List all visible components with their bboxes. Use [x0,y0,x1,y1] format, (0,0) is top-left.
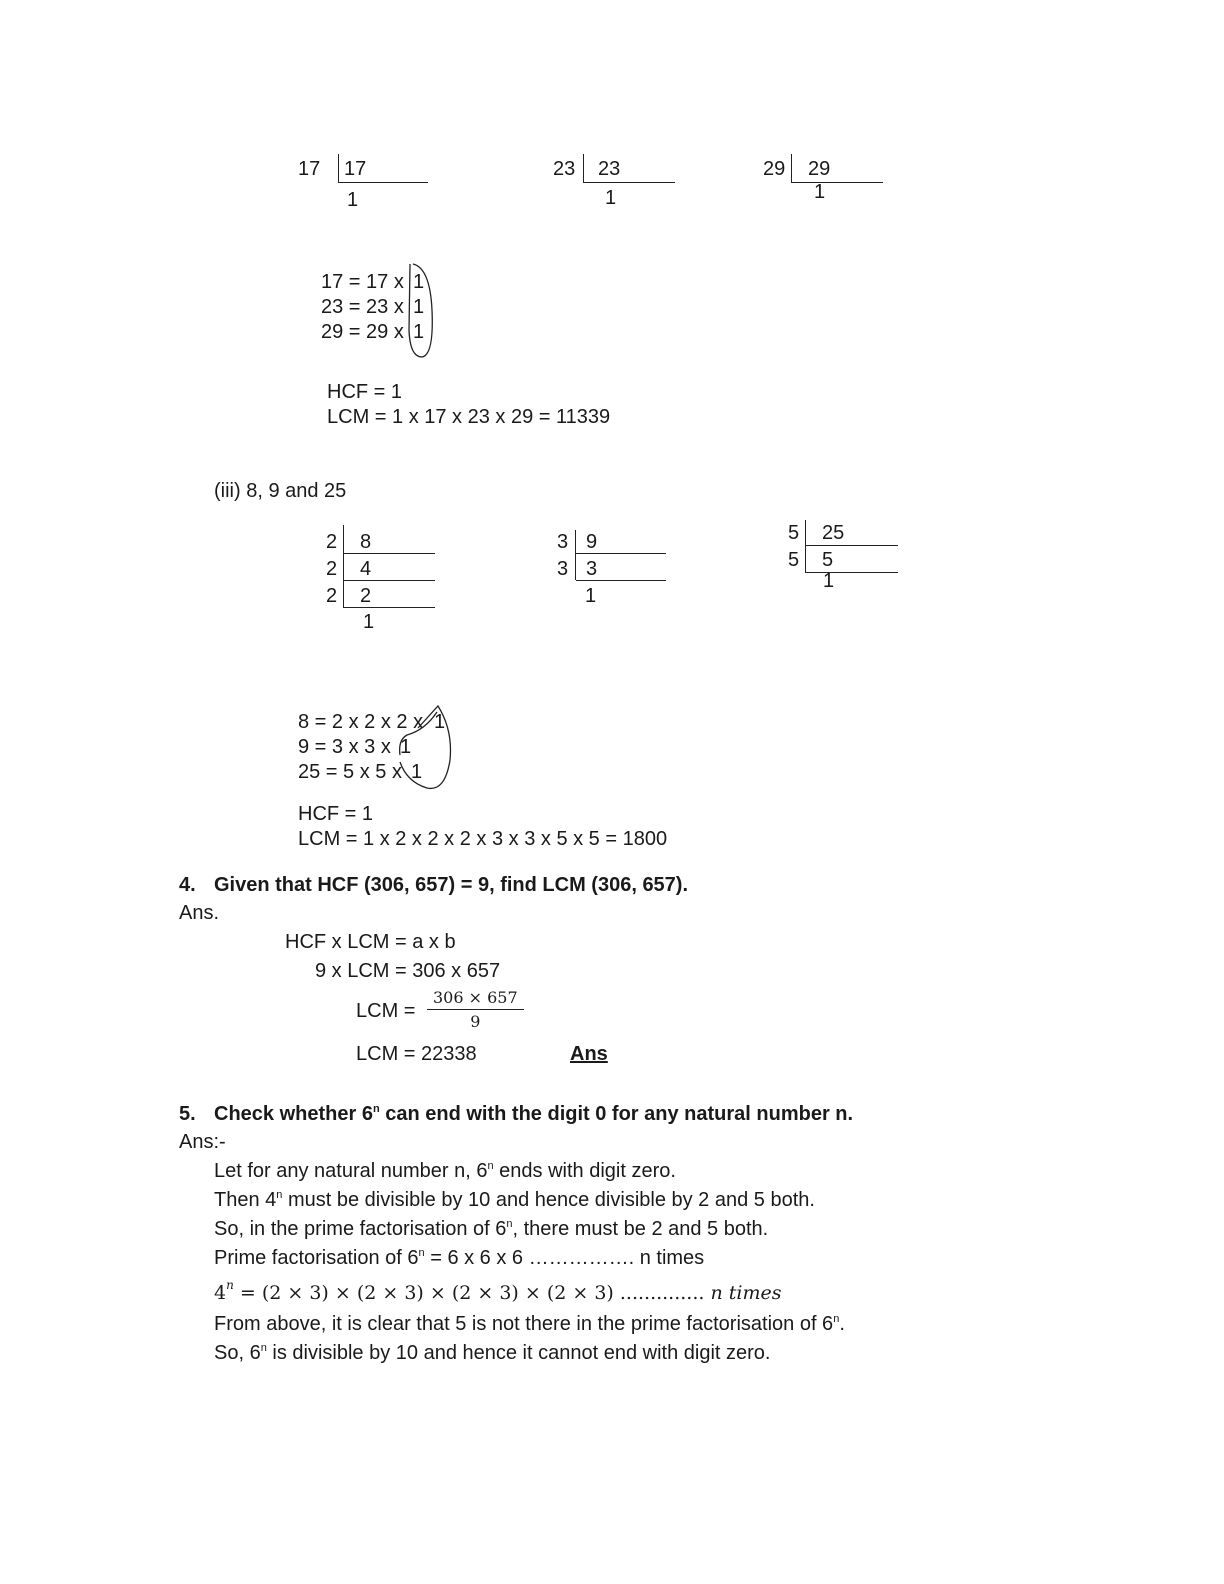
circle-annotation [395,700,455,795]
value: 2 [360,585,372,607]
division-underline [805,545,898,546]
text: must be divisible by 10 and hence divisible by 2 and 5 both. [282,1189,815,1211]
text: Let for any natural number n, 6 [214,1160,488,1182]
text: ends with digit zero. [493,1160,676,1182]
circle-annotation [400,260,440,365]
factor-one: 1 [400,736,412,758]
part-iii-heading: (iii) 8, 9 and 25 [214,480,347,502]
quotient: 1 [605,187,617,209]
dividend: 29 [808,158,831,180]
text: = 6 x 6 x 6 ……………. n times [424,1247,705,1269]
division-bar [343,525,344,607]
ans-label: Ans. [179,902,220,924]
step-4: LCM = 22338 [356,1043,477,1065]
step-3-label: LCM = [356,1000,416,1022]
value: 4 [360,558,372,580]
value: 9 [586,531,598,553]
factor-line: 29 = 29 x [321,321,404,343]
superscript: n [372,1103,380,1115]
text: From above, it is clear that 5 is not there in the prime factorisation of 6 [214,1313,834,1335]
divisor: 3 [557,558,569,580]
answer-line [214,1219,768,1239]
lcm-iii: LCM = 1 x 2 x 2 x 2 x 3 x 3 x 5 x 5 = 1800 [298,828,668,850]
divisor: 5 [788,522,800,544]
quotient: 1 [347,189,359,211]
text: n times [704,1282,782,1304]
divisor: 2 [326,585,338,607]
text: So, in the prime factorisation of 6 [214,1218,507,1240]
answer-line [214,1248,704,1268]
text: Check whether 6 [214,1103,373,1125]
fraction-denominator: 9 [470,1012,481,1031]
division-underline [343,553,435,554]
question-text: Given that HCF (306, 657) = 9, find LCM (306, 657). [214,874,689,896]
text: , there must be 2 and 5 both. [512,1218,769,1240]
remainder: 1 [585,585,597,607]
value: 5 [822,549,834,571]
question-text [214,1104,853,1124]
factor-line: 25 = 5 x 5 x [298,761,402,783]
factor-line: 9 = 3 x 3 x [298,736,391,758]
division-bar [575,530,576,580]
value: 3 [586,558,598,580]
value: 8 [360,531,372,553]
division-underline [583,182,675,183]
text: So, 6 [214,1342,261,1364]
superscript: n [226,1278,234,1292]
hcf-iii: HCF = 1 [298,803,374,825]
superscript: n [487,1160,494,1172]
divisor: 2 [326,558,338,580]
superscript: n [276,1189,283,1201]
hcf-ii: HCF = 1 [327,381,403,403]
ans-label: Ans:- [179,1131,226,1153]
value: 25 [822,522,845,544]
lcm-ii: LCM = 1 x 17 x 23 x 29 = 11339 [327,406,611,428]
step-1: HCF x LCM = a x b [285,931,456,953]
divisor: 29 [763,158,786,180]
divisor: 2 [326,531,338,553]
division-bar [583,154,584,182]
factor-one: 1 [411,761,423,783]
factor-one: 1 [413,321,425,343]
factor-line: 23 = 23 x [321,296,404,318]
division-underline [805,572,898,573]
factor-one: 1 [413,296,425,318]
text: = (2 × 3) × (2 × 3) × (2 × 3) × (2 × 3) .............. [233,1282,705,1304]
answer-line [214,1343,770,1363]
superscript: n [506,1218,513,1230]
division-underline [343,580,435,581]
question-number: 4. [179,874,196,896]
factor-one: 1 [413,271,425,293]
quotient: 1 [814,181,826,203]
divisor: 5 [788,549,800,571]
divisor: 23 [553,158,576,180]
division-underline [576,580,666,581]
division-underline [791,182,883,183]
remainder: 1 [823,570,835,592]
division-bar [791,154,792,182]
dividend: 17 [344,158,367,180]
text: Then 4 [214,1189,277,1211]
text: is divisible by 10 and hence it cannot end with digit zero. [266,1342,771,1364]
superscript: n [260,1342,267,1354]
division-bar [805,520,806,572]
text: can end with the digit 0 for any natural number n. [379,1103,854,1125]
division-underline [576,553,666,554]
answer-line [214,1161,676,1181]
dividend: 23 [598,158,621,180]
ans-tag: Ans [570,1043,608,1065]
divisor: 3 [557,531,569,553]
fraction-numerator: 306 × 657 [427,988,524,1010]
fraction [427,988,524,1031]
answer-line [214,1314,845,1334]
answer-line [214,1190,815,1210]
text: 4 [214,1282,227,1304]
remainder: 1 [363,611,375,633]
superscript: n [418,1247,425,1259]
factor-line: 8 = 2 x 2 x 2 x [298,711,424,733]
division-underline [343,607,435,608]
superscript: n [833,1313,840,1325]
division-bar [338,154,339,182]
factor-one: 1 [434,711,446,733]
divisor: 17 [298,158,321,180]
answer-equation [214,1278,782,1304]
question-number: 5. [179,1103,196,1125]
text: Prime factorisation of 6 [214,1247,419,1269]
factor-line: 17 = 17 x [321,271,404,293]
step-2: 9 x LCM = 306 x 657 [315,960,501,982]
division-underline [338,182,428,183]
text: . [839,1313,845,1335]
